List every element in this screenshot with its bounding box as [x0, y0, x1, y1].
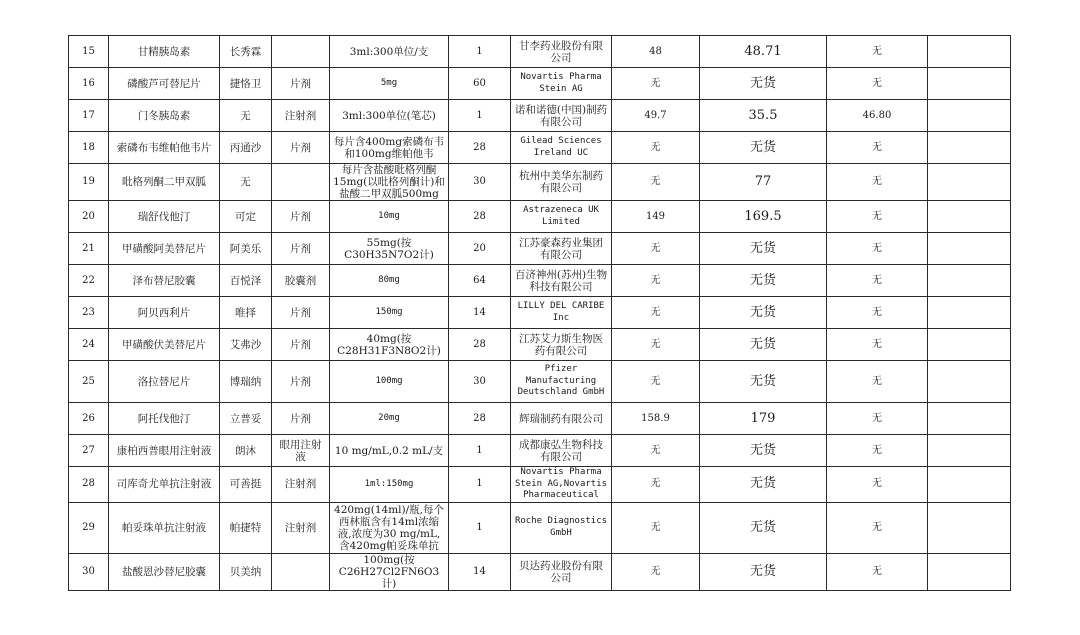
price-col-3-cell: 无 — [827, 36, 928, 68]
table-row — [69, 68, 1011, 100]
notes-cell — [928, 201, 1011, 233]
package-quantity-cell: 14 — [449, 297, 511, 329]
row-number-cell: 22 — [69, 265, 109, 297]
row-number-cell: 19 — [69, 164, 109, 201]
price-col-2-cell: 无货 — [700, 297, 827, 329]
table-row — [69, 36, 1011, 68]
dosage-form-cell: 片剂 — [272, 132, 330, 164]
price-col-1-cell: 149 — [612, 201, 700, 233]
row-number-cell: 16 — [69, 68, 109, 100]
specification-cell: 3ml:300单位(笔芯) — [330, 100, 449, 132]
table-row — [69, 132, 1011, 164]
brand-name-cell: 捷恪卫 — [220, 68, 272, 100]
specification-cell: 40mg(按C28H31F3N8O2计) — [330, 329, 449, 361]
table-body — [69, 36, 1011, 591]
table-row — [69, 467, 1011, 503]
price-col-2-cell: 无货 — [700, 502, 827, 553]
dosage-form-cell: 片剂 — [272, 233, 330, 265]
package-quantity-cell: 1 — [449, 502, 511, 553]
notes-cell — [928, 502, 1011, 553]
price-col-3-cell: 46.80 — [827, 100, 928, 132]
drug-name-cell: 甲磺酸伏美替尼片 — [109, 329, 220, 361]
price-col-2-cell: 无货 — [700, 265, 827, 297]
package-quantity-cell: 28 — [449, 329, 511, 361]
brand-name-cell: 唯择 — [220, 297, 272, 329]
price-col-3-cell: 无 — [827, 233, 928, 265]
dosage-form-cell: 胶囊剂 — [272, 265, 330, 297]
notes-cell — [928, 403, 1011, 435]
drug-name-cell: 门冬胰岛素 — [109, 100, 220, 132]
brand-name-cell: 朗沐 — [220, 435, 272, 467]
price-col-2-cell: 77 — [700, 164, 827, 201]
specification-cell: 420mg(14ml)/瓶,每个西林瓶含有14ml浓缩液,浓度为30 mg/mL,含420mg帕妥珠单抗 — [330, 502, 449, 553]
price-col-1-cell: 无 — [612, 68, 700, 100]
price-col-1-cell: 无 — [612, 132, 700, 164]
manufacturer-cell: Gilead Sciences Ireland UC — [511, 132, 612, 164]
notes-cell — [928, 435, 1011, 467]
price-col-2-cell: 无货 — [700, 329, 827, 361]
row-number-cell: 25 — [69, 361, 109, 403]
price-col-3-cell: 无 — [827, 329, 928, 361]
manufacturer-cell: 甘李药业股份有限公司 — [511, 36, 612, 68]
manufacturer-cell: Pfizer Manufacturing Deutschland GmbH — [511, 361, 612, 403]
brand-name-cell: 可善挺 — [220, 467, 272, 503]
manufacturer-cell: 杭州中美华东制药有限公司 — [511, 164, 612, 201]
dosage-form-cell: 片剂 — [272, 201, 330, 233]
row-number-cell: 17 — [69, 100, 109, 132]
package-quantity-cell: 28 — [449, 132, 511, 164]
package-quantity-cell: 30 — [449, 361, 511, 403]
table-row — [69, 297, 1011, 329]
specification-cell: 20mg — [330, 403, 449, 435]
manufacturer-cell: Astrazeneca UK Limited — [511, 201, 612, 233]
row-number-cell: 21 — [69, 233, 109, 265]
price-col-3-cell: 无 — [827, 361, 928, 403]
price-col-3-cell: 无 — [827, 297, 928, 329]
notes-cell — [928, 100, 1011, 132]
dosage-form-cell: 注射剂 — [272, 467, 330, 503]
dosage-form-cell: 注射剂 — [272, 100, 330, 132]
notes-cell — [928, 68, 1011, 100]
package-quantity-cell: 1 — [449, 467, 511, 503]
price-col-3-cell: 无 — [827, 467, 928, 503]
price-col-2-cell: 无货 — [700, 233, 827, 265]
dosage-form-cell — [272, 36, 330, 68]
price-col-2-cell: 无货 — [700, 361, 827, 403]
table-row — [69, 435, 1011, 467]
dosage-form-cell — [272, 553, 330, 590]
manufacturer-cell: 辉瑞制药有限公司 — [511, 403, 612, 435]
row-number-cell: 15 — [69, 36, 109, 68]
price-col-3-cell: 无 — [827, 553, 928, 590]
package-quantity-cell: 1 — [449, 435, 511, 467]
table-row — [69, 265, 1011, 297]
package-quantity-cell: 1 — [449, 100, 511, 132]
specification-cell: 100mg(按C26H27Cl2FN6O3计) — [330, 553, 449, 590]
table-row — [69, 502, 1011, 553]
table-row — [69, 329, 1011, 361]
drug-name-cell: 泽布替尼胶囊 — [109, 265, 220, 297]
notes-cell — [928, 329, 1011, 361]
package-quantity-cell: 20 — [449, 233, 511, 265]
price-col-2-cell: 无货 — [700, 132, 827, 164]
brand-name-cell: 丙通沙 — [220, 132, 272, 164]
manufacturer-cell: 江苏艾力斯生物医药有限公司 — [511, 329, 612, 361]
notes-cell — [928, 467, 1011, 503]
package-quantity-cell: 1 — [449, 36, 511, 68]
table-row — [69, 201, 1011, 233]
price-col-2-cell: 179 — [700, 403, 827, 435]
table-row — [69, 361, 1011, 403]
manufacturer-cell: 江苏豪森药业集团有限公司 — [511, 233, 612, 265]
notes-cell — [928, 361, 1011, 403]
drug-name-cell: 吡格列酮二甲双胍 — [109, 164, 220, 201]
notes-cell — [928, 297, 1011, 329]
brand-name-cell: 无 — [220, 164, 272, 201]
specification-cell: 80mg — [330, 265, 449, 297]
specification-cell: 每片含盐酸吡格列酮15mg(以吡格列酮计)和盐酸二甲双胍500mg — [330, 164, 449, 201]
dosage-form-cell — [272, 164, 330, 201]
price-col-3-cell: 无 — [827, 132, 928, 164]
drug-name-cell: 磷酸芦可替尼片 — [109, 68, 220, 100]
manufacturer-cell: Novartis Pharma Stein AG,Novartis Pharmaceutical — [511, 467, 612, 503]
manufacturer-cell: Novartis Pharma Stein AG — [511, 68, 612, 100]
specification-cell: 3ml:300单位/支 — [330, 36, 449, 68]
drug-name-cell: 甘精胰岛素 — [109, 36, 220, 68]
brand-name-cell: 帕捷特 — [220, 502, 272, 553]
notes-cell — [928, 553, 1011, 590]
price-col-1-cell: 无 — [612, 265, 700, 297]
price-col-2-cell: 无货 — [700, 553, 827, 590]
price-col-2-cell: 35.5 — [700, 100, 827, 132]
price-col-1-cell: 无 — [612, 553, 700, 590]
row-number-cell: 23 — [69, 297, 109, 329]
row-number-cell: 30 — [69, 553, 109, 590]
price-col-3-cell: 无 — [827, 201, 928, 233]
notes-cell — [928, 132, 1011, 164]
price-col-3-cell: 无 — [827, 502, 928, 553]
brand-name-cell: 阿美乐 — [220, 233, 272, 265]
brand-name-cell: 贝美纳 — [220, 553, 272, 590]
drug-name-cell: 甲磺酸阿美替尼片 — [109, 233, 220, 265]
drug-name-cell: 阿贝西利片 — [109, 297, 220, 329]
price-col-3-cell: 无 — [827, 403, 928, 435]
price-col-1-cell: 48 — [612, 36, 700, 68]
price-col-1-cell: 无 — [612, 233, 700, 265]
specification-cell: 每片含400mg索磷布韦和100mg维帕他韦 — [330, 132, 449, 164]
specification-cell: 10mg — [330, 201, 449, 233]
dosage-form-cell: 片剂 — [272, 361, 330, 403]
package-quantity-cell: 28 — [449, 201, 511, 233]
price-col-2-cell: 无货 — [700, 68, 827, 100]
row-number-cell: 27 — [69, 435, 109, 467]
row-number-cell: 28 — [69, 467, 109, 503]
price-col-3-cell: 无 — [827, 265, 928, 297]
drug-name-cell: 索磷布韦维帕他韦片 — [109, 132, 220, 164]
manufacturer-cell: LILLY DEL CARIBE Inc — [511, 297, 612, 329]
table-row — [69, 553, 1011, 590]
specification-cell: 100mg — [330, 361, 449, 403]
specification-cell: 55mg(按C30H35N7O2计) — [330, 233, 449, 265]
package-quantity-cell: 30 — [449, 164, 511, 201]
manufacturer-cell: 贝达药业股份有限公司 — [511, 553, 612, 590]
specification-cell: 10 mg/mL,0.2 mL/支 — [330, 435, 449, 467]
price-col-3-cell: 无 — [827, 435, 928, 467]
price-col-1-cell: 无 — [612, 329, 700, 361]
drug-name-cell: 盐酸恩沙替尼胶囊 — [109, 553, 220, 590]
price-col-2-cell: 48.71 — [700, 36, 827, 68]
dosage-form-cell: 片剂 — [272, 403, 330, 435]
price-col-3-cell: 无 — [827, 164, 928, 201]
drug-name-cell: 司库奇尤单抗注射液 — [109, 467, 220, 503]
drug-name-cell: 洛拉替尼片 — [109, 361, 220, 403]
price-col-2-cell: 169.5 — [700, 201, 827, 233]
notes-cell — [928, 265, 1011, 297]
brand-name-cell: 可定 — [220, 201, 272, 233]
drug-name-cell: 康柏西普眼用注射液 — [109, 435, 220, 467]
specification-cell: 5mg — [330, 68, 449, 100]
notes-cell — [928, 36, 1011, 68]
row-number-cell: 18 — [69, 132, 109, 164]
manufacturer-cell: 成都康弘生物科技有限公司 — [511, 435, 612, 467]
price-col-2-cell: 无货 — [700, 467, 827, 503]
row-number-cell: 26 — [69, 403, 109, 435]
brand-name-cell: 立普妥 — [220, 403, 272, 435]
brand-name-cell: 无 — [220, 100, 272, 132]
drug-name-cell: 瑞舒伐他汀 — [109, 201, 220, 233]
drug-name-cell: 帕妥珠单抗注射液 — [109, 502, 220, 553]
package-quantity-cell: 14 — [449, 553, 511, 590]
manufacturer-cell: Roche Diagnostics GmbH — [511, 502, 612, 553]
manufacturer-cell: 诺和诺德(中国)制药有限公司 — [511, 100, 612, 132]
price-col-1-cell: 49.7 — [612, 100, 700, 132]
brand-name-cell: 长秀霖 — [220, 36, 272, 68]
row-number-cell: 29 — [69, 502, 109, 553]
table-row — [69, 164, 1011, 201]
row-number-cell: 24 — [69, 329, 109, 361]
specification-cell: 1ml:150mg — [330, 467, 449, 503]
price-col-1-cell: 无 — [612, 502, 700, 553]
dosage-form-cell: 片剂 — [272, 68, 330, 100]
dosage-form-cell: 片剂 — [272, 297, 330, 329]
price-col-2-cell: 无货 — [700, 435, 827, 467]
dosage-form-cell: 眼用注射液 — [272, 435, 330, 467]
specification-cell: 150mg — [330, 297, 449, 329]
dosage-form-cell: 注射剂 — [272, 502, 330, 553]
drug-name-cell: 阿托伐他汀 — [109, 403, 220, 435]
price-col-1-cell: 158.9 — [612, 403, 700, 435]
package-quantity-cell: 64 — [449, 265, 511, 297]
brand-name-cell: 百悦泽 — [220, 265, 272, 297]
table-row — [69, 100, 1011, 132]
price-col-1-cell: 无 — [612, 467, 700, 503]
price-col-1-cell: 无 — [612, 361, 700, 403]
price-col-1-cell: 无 — [612, 435, 700, 467]
price-col-1-cell: 无 — [612, 164, 700, 201]
price-col-3-cell: 无 — [827, 68, 928, 100]
price-col-1-cell: 无 — [612, 297, 700, 329]
notes-cell — [928, 164, 1011, 201]
brand-name-cell: 艾弗沙 — [220, 329, 272, 361]
brand-name-cell: 博瑞纳 — [220, 361, 272, 403]
table-row — [69, 233, 1011, 265]
package-quantity-cell: 60 — [449, 68, 511, 100]
package-quantity-cell: 28 — [449, 403, 511, 435]
dosage-form-cell: 片剂 — [272, 329, 330, 361]
table-row — [69, 403, 1011, 435]
manufacturer-cell: 百济神州(苏州)生物科技有限公司 — [511, 265, 612, 297]
drug-price-table — [68, 35, 1011, 591]
notes-cell — [928, 233, 1011, 265]
row-number-cell: 20 — [69, 201, 109, 233]
